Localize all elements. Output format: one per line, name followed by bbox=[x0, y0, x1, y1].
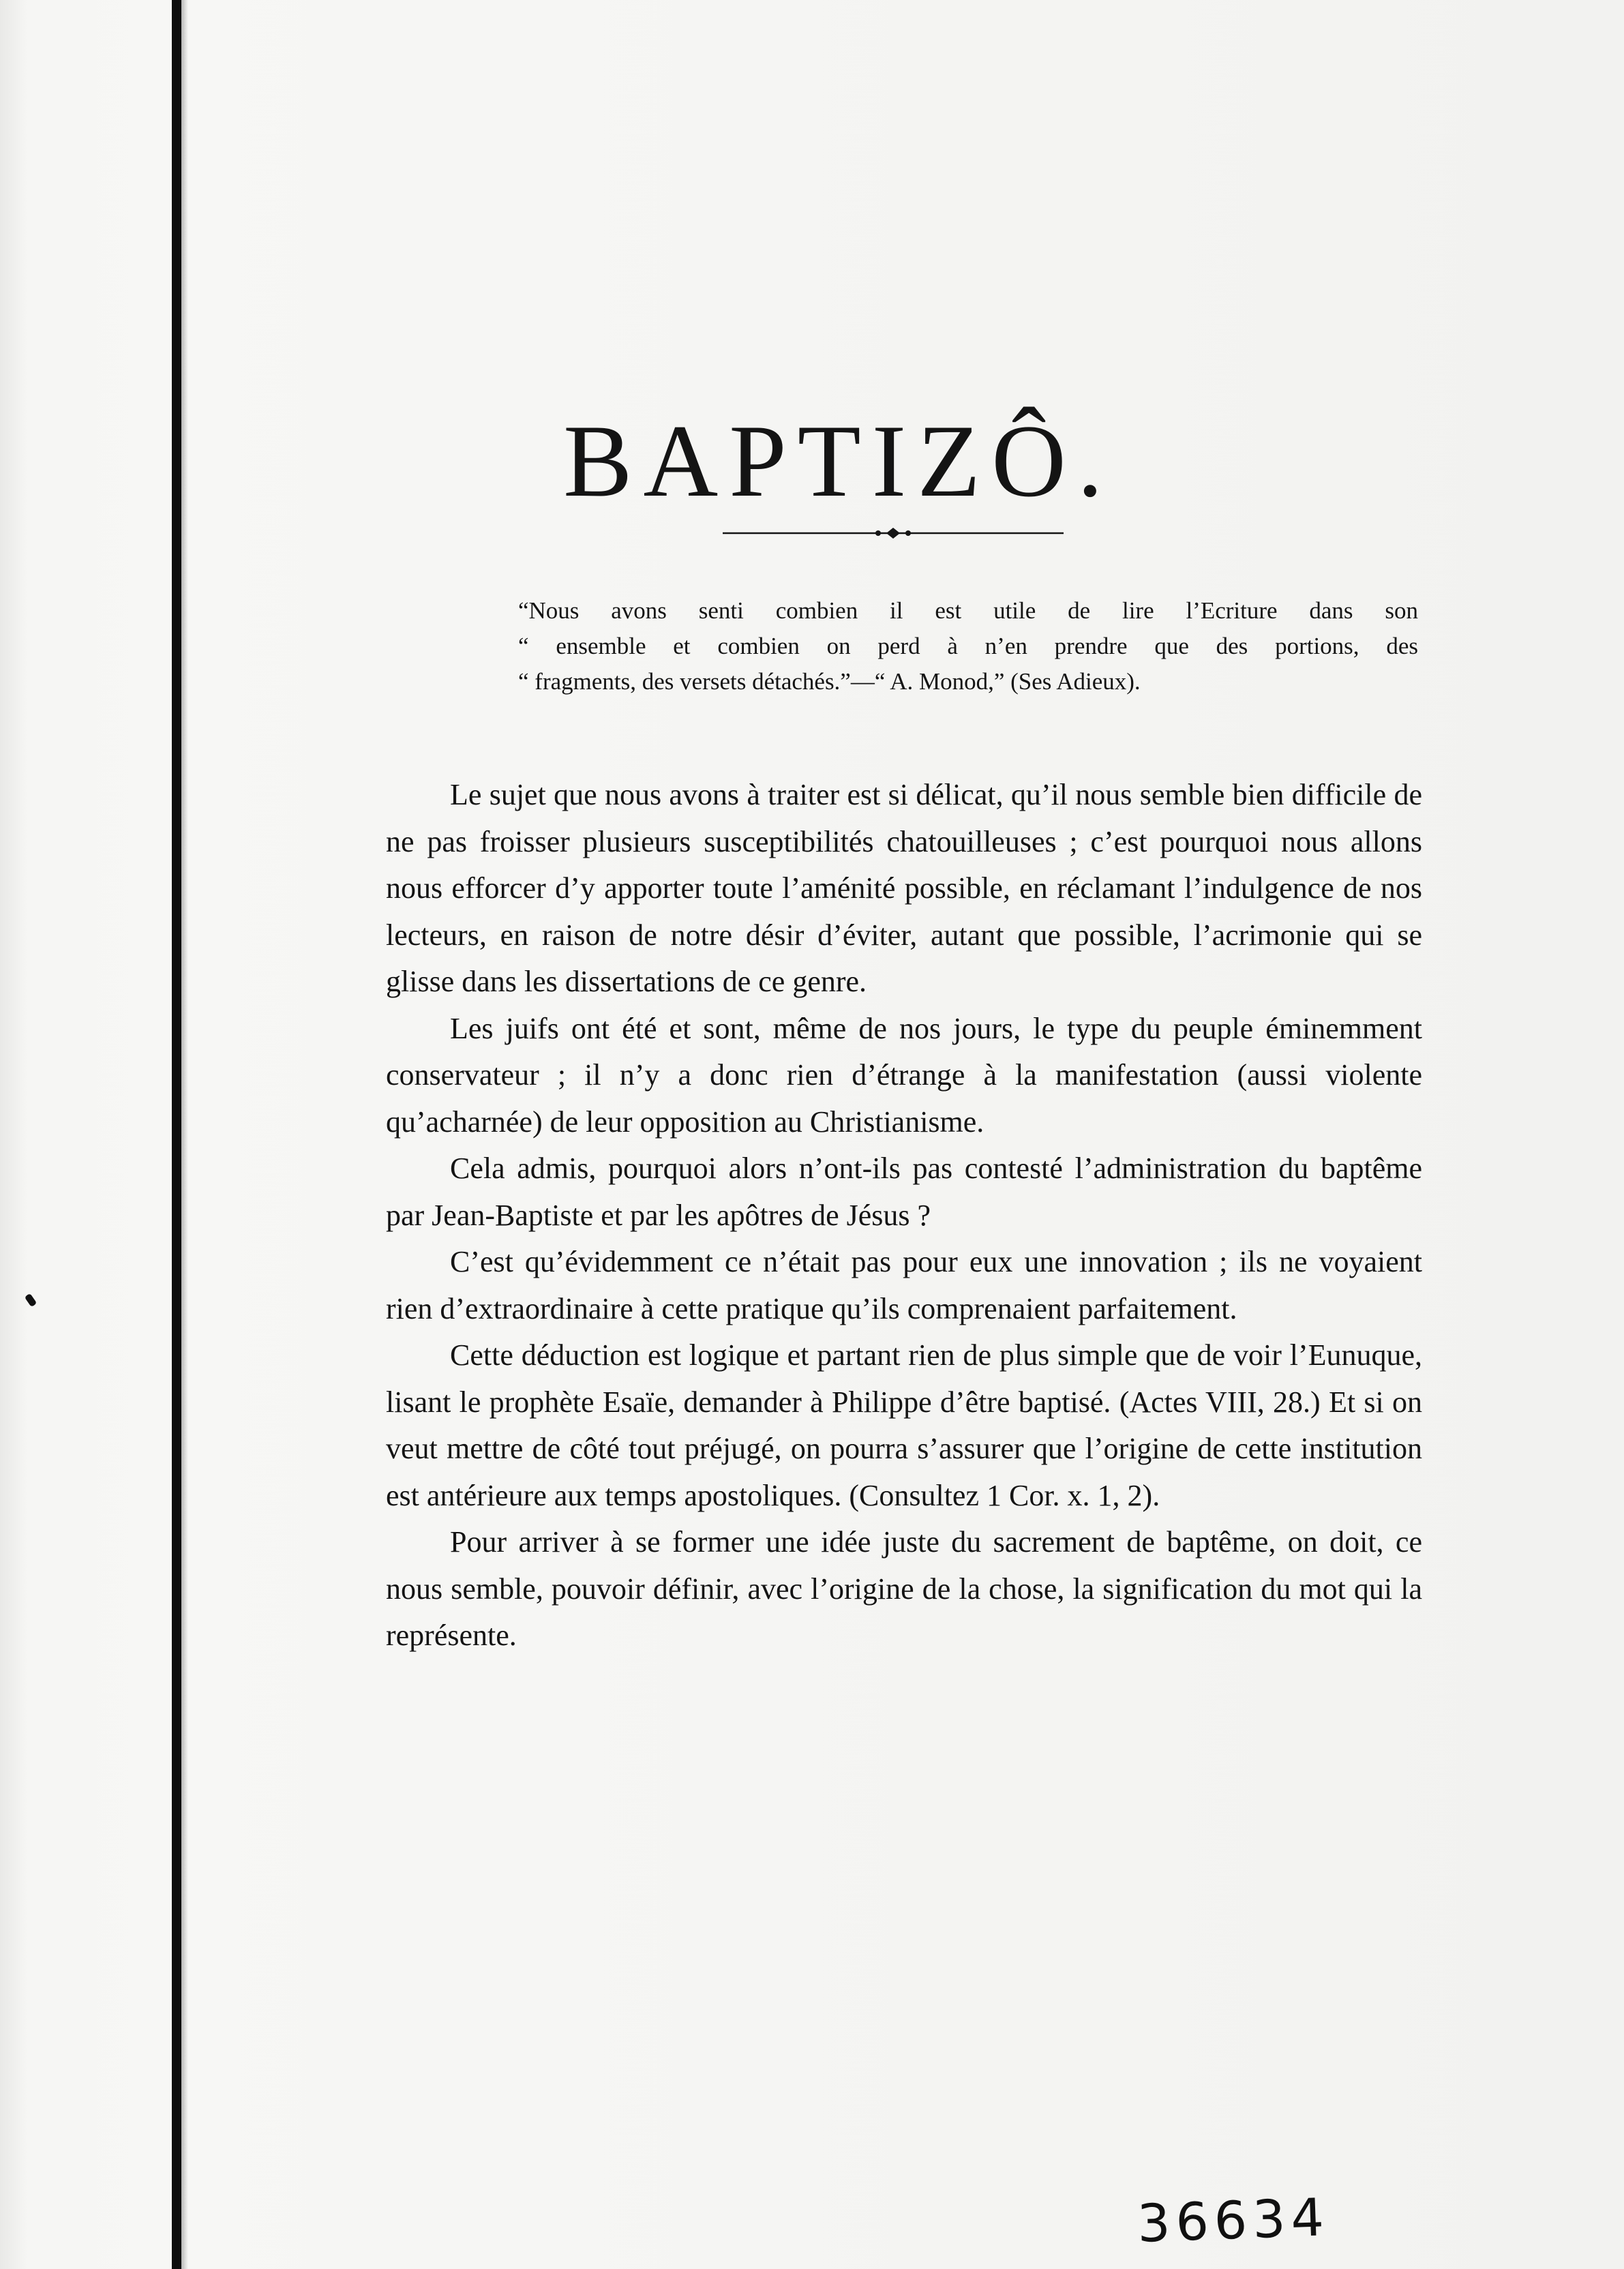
epigraph-line: “Nous avons senti combien il est utile de lire l’Ecriture dans son bbox=[518, 597, 1418, 624]
binding-edge bbox=[172, 0, 181, 2269]
paragraph: Cette déduction est logique et partant rien de plus simple que de voir l’Eunuque, lisant le prophète Esaïe, demander à Philippe d’être baptisé. (Actes VIII, 28.) Et si on veut mettre de côté tout préjugé, on pourra s’assurer que l’origine de cette institution est antérieure aux temps apostoliques. (Consultez 1 Cor. x. 1, 2). bbox=[386, 1338, 1422, 1512]
paragraph: Le sujet que nous avons à traiter est si délicat, qu’il nous semble bien difficile de ne pas froisser plusieurs susceptibilités chatouilleuses ; c’est pourquoi nous allons nous efforcer d’y apporter toute l’aménité possible, en réclamant l’indulgence de nos lecteurs, en raison de notre désir d’éviter, autant que possible, l’acrimonie qui se glisse dans les dissertations de ce genre. bbox=[386, 778, 1422, 998]
title-ornament-rule bbox=[723, 525, 1064, 541]
binding-shadow bbox=[181, 0, 188, 2269]
paragraph: C’est qu’évidemment ce n’était pas pour eux une innovation ; ils ne voyaient rien d’extraordinaire à cette pratique qu’ils comprenaient parfaitement. bbox=[386, 1245, 1422, 1325]
paragraph: Cela admis, pourquoi alors n’ont-ils pas contesté l’administration du baptême par Jean-Baptiste et par les apôtres de Jésus ? bbox=[386, 1152, 1422, 1232]
epigraph bbox=[518, 593, 1418, 700]
page-title: BAPTIZÔ. bbox=[563, 404, 1114, 518]
epigraph-line: “ fragments, des versets détachés.”—“ A. Monod,” (Ses Adieux). bbox=[518, 668, 1141, 695]
paragraph: Les juifs ont été et sont, même de nos jours, le type du peuple éminemment conservateur ; il n’y a donc rien d’étrange à la manifestation (aussi violente qu’acharnée) de leur opposition au Christianisme. bbox=[386, 1011, 1422, 1139]
body-text bbox=[386, 772, 1422, 1659]
paragraph: Pour arriver à se former une idée juste du sacrement de baptême, on doit, ce nous semble, pouvoir définir, avec l’origine de la chose, la signification du mot qui la représente. bbox=[386, 1525, 1422, 1652]
epigraph-line: “ ensemble et combien on perd à n’en prendre que des portions, des bbox=[518, 633, 1418, 659]
handwritten-accession-number: 36634 bbox=[1136, 2187, 1331, 2254]
